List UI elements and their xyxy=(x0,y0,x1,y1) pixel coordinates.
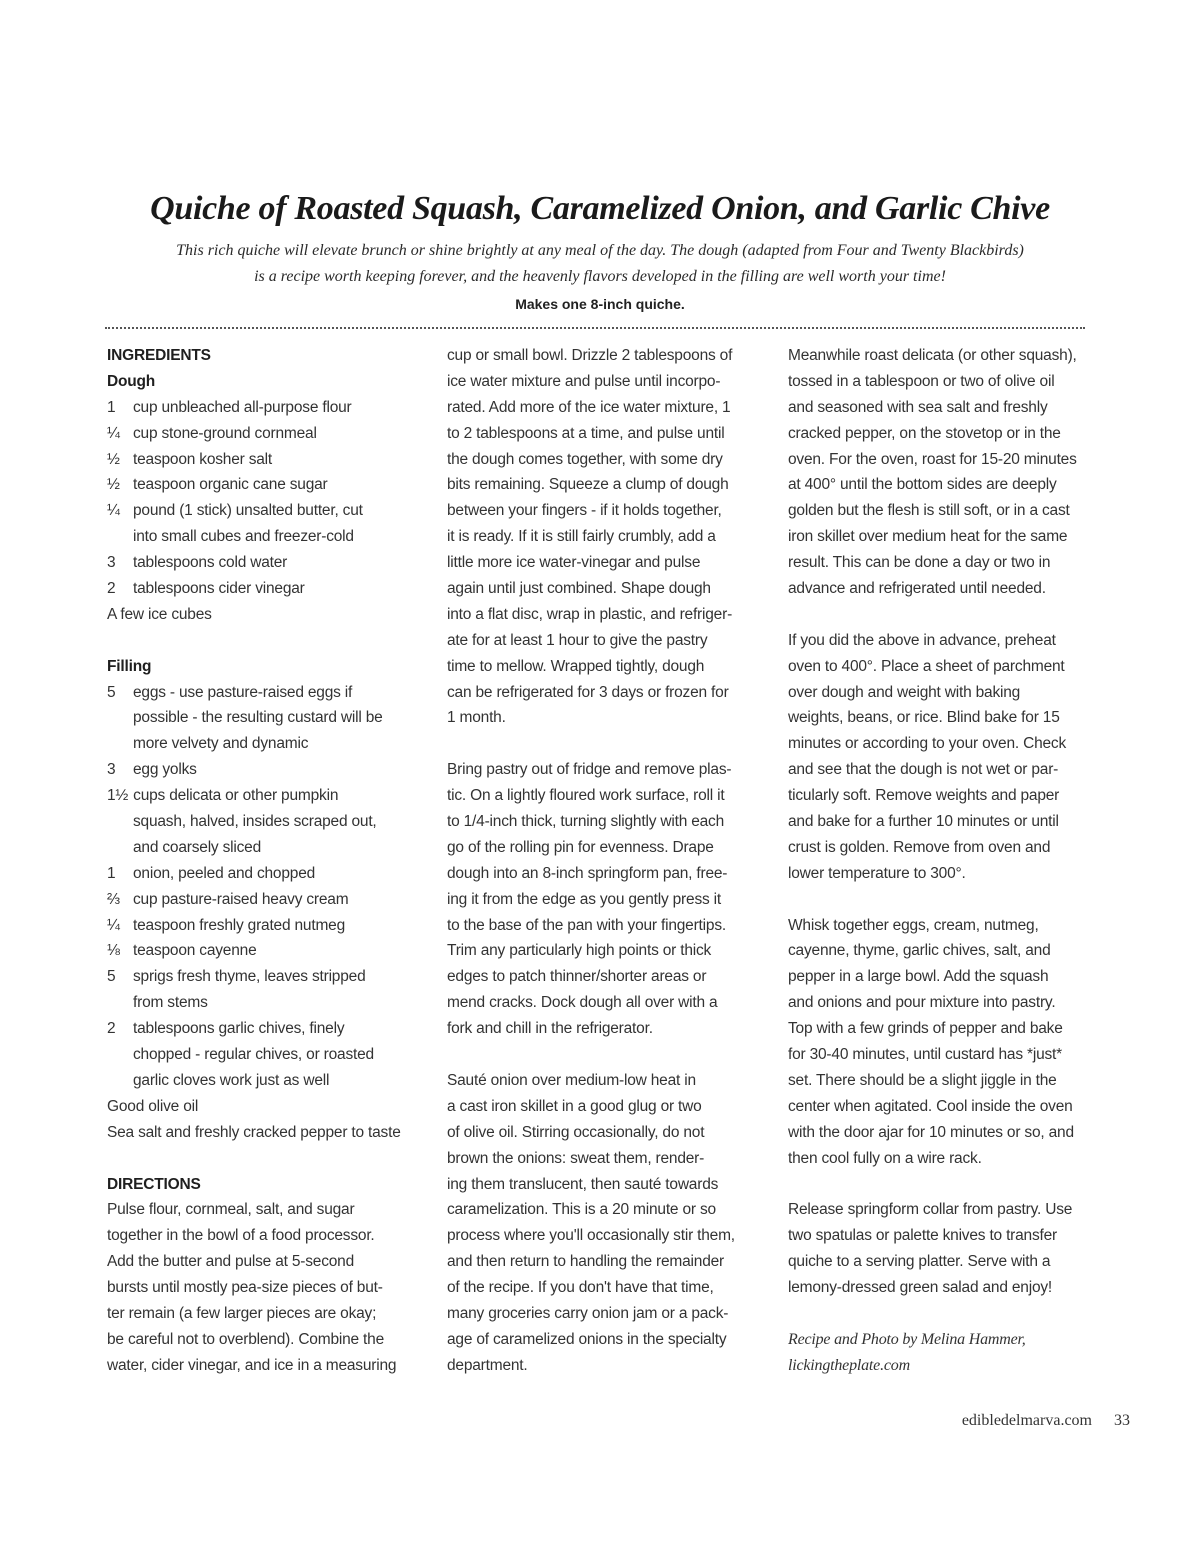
ingredient-qty: 1½ xyxy=(107,787,129,805)
text-line: and see that the dough is not wet or par- xyxy=(788,761,1059,779)
ingredient-line xyxy=(107,576,417,602)
ingredient-line xyxy=(107,731,417,757)
column-directions-right xyxy=(788,343,1098,1379)
dough-extra: A few ice cubes xyxy=(107,605,212,623)
text-line: rated. Add more of the ice water mixture, 1 xyxy=(447,398,731,416)
text-line: to the base of the pan with your fingertips. xyxy=(447,916,726,934)
text-line: of olive oil. Stirring occasionally, do not xyxy=(447,1123,705,1141)
ingredient-line xyxy=(107,938,417,964)
ingredient-text: chopped - regular chives, or roasted xyxy=(133,1046,374,1064)
directions-paragraph-5 xyxy=(788,343,1098,602)
text-line: Release springform collar from pastry. Use xyxy=(788,1201,1073,1219)
ingredient-text: eggs - use pasture-raised eggs if xyxy=(133,683,353,701)
text-line: and then return to handling the remainder xyxy=(447,1253,725,1271)
ingredient-qty: 2 xyxy=(107,1020,116,1038)
ingredient-line xyxy=(107,913,417,939)
text-line: age of caramelized onions in the specialty xyxy=(447,1330,727,1348)
ingredient-text: cups delicata or other pumpkin xyxy=(133,787,339,805)
text-line: two spatulas or palette knives to transfer xyxy=(788,1227,1058,1245)
filling-heading: Filling xyxy=(107,657,152,675)
text-line: brown the onions: sweat them, render- xyxy=(447,1149,705,1167)
ingredient-line xyxy=(107,835,417,861)
text-line: of the recipe. If you don't have that time, xyxy=(447,1279,714,1297)
ingredient-text: more velvety and dynamic xyxy=(133,735,309,753)
ingredient-qty: 1 xyxy=(107,864,116,882)
directions-paragraph-2 xyxy=(447,343,757,731)
text-line: Top with a few grinds of pepper and bake xyxy=(788,1020,1063,1038)
text-line: result. This can be done a day or two in xyxy=(788,554,1051,572)
ingredient-line xyxy=(107,680,417,706)
ingredient-line xyxy=(107,1016,417,1042)
text-line: dough into an 8-inch springform pan, free- xyxy=(447,864,728,882)
text-line: set. There should be a slight jiggle in the xyxy=(788,1071,1057,1089)
ingredient-line xyxy=(107,964,417,990)
text-line: process where you'll occasionally stir them, xyxy=(447,1227,735,1245)
text-line: tic. On a lightly floured work surface, roll it xyxy=(447,787,725,805)
ingredient-line xyxy=(107,809,417,835)
ingredient-line xyxy=(107,705,417,731)
text-line: oven. For the oven, roast for 15-20 minutes xyxy=(788,450,1077,468)
ingredient-text: garlic cloves work just as well xyxy=(133,1071,330,1089)
text-line: be careful not to overblend). Combine the xyxy=(107,1330,384,1348)
ingredient-qty: ¼ xyxy=(107,424,120,442)
text-line: 1 month. xyxy=(447,709,506,727)
ingredients-heading: INGREDIENTS xyxy=(107,347,211,364)
text-line: Whisk together eggs, cream, nutmeg, xyxy=(788,916,1039,934)
ingredient-qty: 3 xyxy=(107,554,116,572)
ingredient-text: pound (1 stick) unsalted butter, cut xyxy=(133,502,363,520)
text-line: ter remain (a few larger pieces are okay; xyxy=(107,1304,377,1322)
text-line: lower temperature to 300°. xyxy=(788,864,966,882)
ingredient-text: onion, peeled and chopped xyxy=(133,864,316,882)
ingredient-text: squash, halved, insides scraped out, xyxy=(133,813,377,831)
credit-line-1: Recipe and Photo by Melina Hammer, xyxy=(788,1330,1026,1348)
page-footer xyxy=(880,1412,1130,1430)
ingredient-text: cup stone-ground cornmeal xyxy=(133,424,317,442)
text-line: Meanwhile roast delicata (or other squash), xyxy=(788,347,1077,364)
text-line: pepper in a large bowl. Add the squash xyxy=(788,968,1049,986)
text-line: Sauté onion over medium-low heat in xyxy=(447,1071,696,1089)
ingredient-qty: 1 xyxy=(107,398,116,416)
ingredient-qty: 5 xyxy=(107,683,116,701)
text-line: the dough comes together, with some dry xyxy=(447,450,723,468)
ingredient-line xyxy=(107,472,417,498)
ingredient-line xyxy=(107,990,417,1016)
ingredient-text: cup pasture-raised heavy cream xyxy=(133,890,349,908)
directions-paragraph-7 xyxy=(788,913,1098,1172)
ingredient-text: egg yolks xyxy=(133,761,197,779)
directions-paragraph-3 xyxy=(447,757,757,1042)
ingredient-line xyxy=(107,783,417,809)
ingredient-text: into small cubes and freezer-cold xyxy=(133,528,354,546)
ingredient-line xyxy=(107,1068,417,1094)
text-line: advance and refrigerated until needed. xyxy=(788,580,1046,598)
credit-line-2: lickingtheplate.com xyxy=(788,1356,910,1374)
text-line: department. xyxy=(447,1356,528,1374)
ingredient-line xyxy=(107,395,417,421)
text-line: to 1/4-inch thick, turning slightly with each xyxy=(447,813,725,831)
text-line: Pulse flour, cornmeal, salt, and sugar xyxy=(107,1201,355,1219)
filling-extra-oil: Good olive oil xyxy=(107,1097,199,1115)
text-line: quiche to a serving platter. Serve with a xyxy=(788,1253,1051,1271)
text-line: center when agitated. Cool inside the oven xyxy=(788,1097,1073,1115)
text-line: lemony-dressed green salad and enjoy! xyxy=(788,1279,1053,1297)
text-line: fork and chill in the refrigerator. xyxy=(447,1020,653,1038)
ingredient-qty: 3 xyxy=(107,761,116,779)
text-line: over dough and weight with baking xyxy=(788,683,1021,701)
ingredient-text: tablespoons cider vinegar xyxy=(133,580,305,598)
text-line: golden but the flesh is still soft, or in a cast xyxy=(788,502,1070,520)
filling-ingredient-list xyxy=(107,680,417,1094)
text-line: together in the bowl of a food processor. xyxy=(107,1227,375,1245)
directions-paragraph-4 xyxy=(447,1068,757,1379)
ingredient-qty: ⅔ xyxy=(107,890,120,908)
ingredient-line xyxy=(107,1042,417,1068)
text-line: cracked pepper, on the stovetop or in the xyxy=(788,424,1061,442)
ingredient-text: cup unbleached all-purpose flour xyxy=(133,398,352,416)
text-line: mend cracks. Dock dough all over with a xyxy=(447,994,718,1012)
ingredient-line xyxy=(107,447,417,473)
text-line: ticularly soft. Remove weights and paper xyxy=(788,787,1060,805)
text-line: tossed in a tablespoon or two of olive oil xyxy=(788,372,1055,390)
text-line: time to mellow. Wrapped tightly, dough xyxy=(447,657,705,675)
text-line: many groceries carry onion jam or a pack- xyxy=(447,1304,729,1322)
ingredient-line xyxy=(107,757,417,783)
directions-heading: DIRECTIONS xyxy=(107,1175,201,1193)
text-line: bits remaining. Squeeze a clump of dough xyxy=(447,476,729,494)
text-line: can be refrigerated for 3 days or frozen for xyxy=(447,683,729,701)
text-line: iron skillet over medium heat for the same xyxy=(788,528,1068,546)
dough-heading: Dough xyxy=(107,372,156,390)
text-line: cayenne, thyme, garlic chives, salt, and xyxy=(788,942,1051,960)
page-number: 33 xyxy=(1114,1412,1130,1429)
ingredient-text: possible - the resulting custard will be xyxy=(133,709,383,727)
intro-line-1: This rich quiche will elevate brunch or shine brightly at any meal of the day. The dough (adapted from Four and Twenty Blackbirds) xyxy=(176,242,1024,259)
recipe-intro xyxy=(120,238,1080,290)
directions-paragraph-1 xyxy=(107,1197,417,1378)
ingredient-text: from stems xyxy=(133,994,208,1012)
ingredient-qty: ½ xyxy=(107,450,120,468)
text-line: Trim any particularly high points or thick xyxy=(447,942,712,960)
filling-extra-salt: Sea salt and freshly cracked pepper to taste xyxy=(107,1123,401,1141)
ingredient-text: tablespoons garlic chives, finely xyxy=(133,1020,345,1038)
text-line: between your fingers - if it holds together, xyxy=(447,502,722,520)
text-line: at 400° until the bottom sides are deeply xyxy=(788,476,1057,494)
ingredient-line xyxy=(107,550,417,576)
ingredient-qty: ¼ xyxy=(107,502,120,520)
text-line: ing it from the edge as you gently press it xyxy=(447,890,721,908)
ingredient-text: tablespoons cold water xyxy=(133,554,288,572)
text-line: oven to 400°. Place a sheet of parchment xyxy=(788,657,1065,675)
ingredient-qty: 5 xyxy=(107,968,116,986)
footer-site: edibledelmarva.com xyxy=(961,1412,1092,1429)
text-line: go of the rolling pin for evenness. Drape xyxy=(447,838,714,856)
ingredient-line xyxy=(107,861,417,887)
ingredient-qty: ¼ xyxy=(107,916,120,934)
text-line: water, cider vinegar, and ice in a measuring xyxy=(107,1356,397,1374)
ingredient-text: teaspoon organic cane sugar xyxy=(133,476,328,494)
column-ingredients xyxy=(107,343,417,1379)
text-line: to 2 tablespoons at a time, and pulse until xyxy=(447,424,725,442)
text-line: weights, beans, or rice. Blind bake for 15 xyxy=(788,709,1060,727)
ingredient-line xyxy=(107,421,417,447)
text-line: again until just combined. Shape dough xyxy=(447,580,711,598)
text-line: then cool fully on a wire rack. xyxy=(788,1149,982,1167)
text-line: Bring pastry out of fridge and remove plas- xyxy=(447,761,732,779)
ingredient-text: sprigs fresh thyme, leaves stripped xyxy=(133,968,366,986)
text-line: and seasoned with sea salt and freshly xyxy=(788,398,1048,416)
column-directions-middle xyxy=(447,343,757,1379)
text-line: bursts until mostly pea-size pieces of but- xyxy=(107,1279,383,1297)
text-line: ing them translucent, then sauté towards xyxy=(447,1175,719,1193)
text-line: If you did the above in advance, preheat xyxy=(788,631,1056,649)
ingredient-qty: 2 xyxy=(107,580,116,598)
text-line: Add the butter and pulse at 5-second xyxy=(107,1253,355,1271)
ingredient-qty: ½ xyxy=(107,476,120,494)
ingredient-qty: ⅛ xyxy=(107,942,120,960)
dotted-divider xyxy=(105,327,1085,329)
text-line: crust is golden. Remove from oven and xyxy=(788,838,1051,856)
intro-line-2: is a recipe worth keeping forever, and the heavenly flavors developed in the filling are well worth your time! xyxy=(254,268,946,285)
text-line: and bake for a further 10 minutes or until xyxy=(788,813,1059,831)
text-line: and onions and pour mixture into pastry. xyxy=(788,994,1056,1012)
text-line: little more ice water-vinegar and pulse xyxy=(447,554,701,572)
text-line: edges to patch thinner/shorter areas or xyxy=(447,968,707,986)
text-line: into a flat disc, wrap in plastic, and refriger- xyxy=(447,605,733,623)
ingredient-line xyxy=(107,498,417,524)
directions-paragraph-8 xyxy=(788,1197,1098,1301)
ingredient-line xyxy=(107,524,417,550)
text-line: with the door ajar for 10 minutes or so, and xyxy=(788,1123,1074,1141)
ingredient-text: teaspoon cayenne xyxy=(133,942,257,960)
text-line: minutes or according to your oven. Check xyxy=(788,735,1067,753)
text-line: ate for at least 1 hour to give the pastry xyxy=(447,631,708,649)
recipe-yield: Makes one 8-inch quiche. xyxy=(515,296,685,312)
ingredient-text: and coarsely sliced xyxy=(133,838,262,856)
text-line: it is ready. If it is still fairly crumbly, add a xyxy=(447,528,716,546)
ingredient-text: teaspoon freshly grated nutmeg xyxy=(133,916,345,934)
directions-paragraph-6 xyxy=(788,628,1098,887)
text-line: cup or small bowl. Drizzle 2 tablespoons of xyxy=(447,347,733,364)
ingredient-text: teaspoon kosher salt xyxy=(133,450,273,468)
text-line: a cast iron skillet in a good glug or two xyxy=(447,1097,702,1115)
recipe-title: Quiche of Roasted Squash, Caramelized Onion, and Garlic Chive xyxy=(150,190,1050,227)
ingredient-line xyxy=(107,887,417,913)
text-line: ice water mixture and pulse until incorpo- xyxy=(447,372,721,390)
text-line: caramelization. This is a 20 minute or so xyxy=(447,1201,716,1219)
text-line: for 30-40 minutes, until custard has *just* xyxy=(788,1046,1062,1064)
dough-ingredient-list xyxy=(107,395,417,602)
